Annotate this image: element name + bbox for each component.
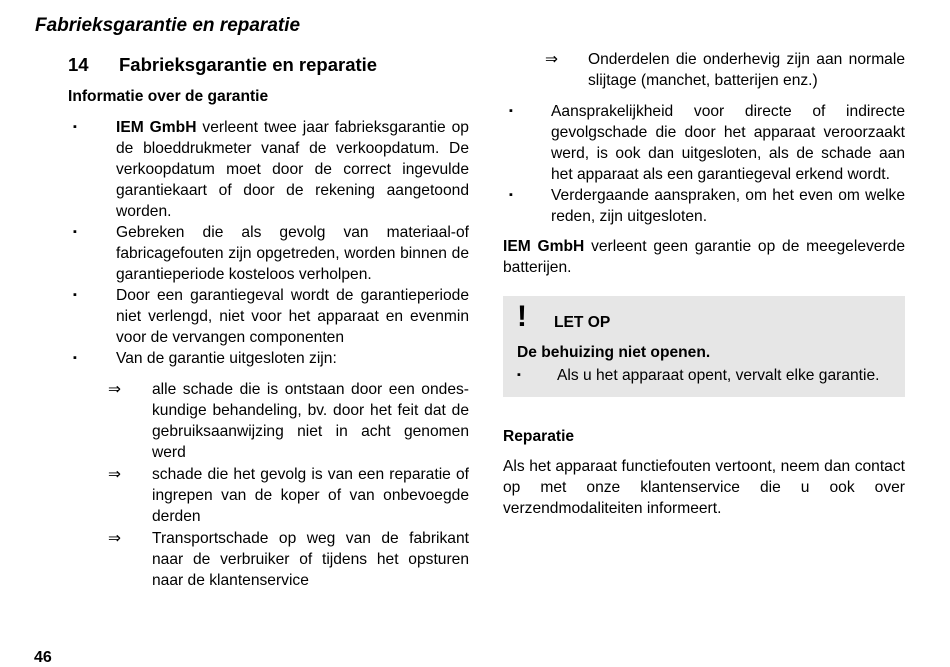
exclusion-list bbox=[68, 379, 469, 591]
liability-bullet-list bbox=[503, 101, 905, 227]
exclusion-text: alle schade die is ontstaan door een ondeskundige behandeling, bv. door het feit dat de gebruiksaanwijzing niet in acht genomen werd bbox=[152, 381, 469, 461]
arrow-icon: ⇒ bbox=[108, 381, 122, 398]
warning-title: LET OP bbox=[554, 314, 611, 331]
warning-header bbox=[517, 300, 891, 338]
bullet-text: verleent twee jaar fabrieksgarantie op de bloeddrukmeter vanaf de verkoopdatum. De verkoopdatum moet door de correct ingevulde garantiekaart of door de rekening aangetoond worden. bbox=[116, 119, 469, 220]
section-title-text: Fabrieksgarantie en reparatie bbox=[119, 54, 378, 75]
section-number: 14 bbox=[68, 54, 89, 75]
bullet-marker: ▪ bbox=[73, 352, 77, 364]
bullet-text: Door een garantiegeval wordt de garantieperiode niet verlengd, niet voor het apparaat en evenmin voor de vervangen componenten bbox=[116, 287, 469, 346]
section-title bbox=[68, 53, 469, 77]
warning-box bbox=[503, 296, 905, 397]
battery-note-text: verleent geen garantie op de meegeleverde batterijen. bbox=[503, 238, 906, 276]
company-name: IEM GmbH bbox=[116, 119, 197, 136]
warning-bullet-list bbox=[517, 365, 891, 386]
exclusion-list-continued bbox=[503, 49, 905, 91]
warranty-info-heading: Informatie over de garantie bbox=[68, 88, 269, 105]
list-item bbox=[68, 222, 469, 285]
exclusion-text: Transportschade op weg van de fabrikant naar de verbruiker of tijdens het opsturen naar de klantenservice bbox=[152, 530, 469, 589]
page-header: Fabrieksgarantie en reparatie bbox=[35, 15, 301, 36]
repair-heading: Reparatie bbox=[503, 428, 575, 445]
bullet-text: Verdergaande aanspraken, om het even om welke reden, zijn uitgesloten. bbox=[551, 187, 905, 225]
list-item bbox=[503, 185, 905, 227]
arrow-icon: ⇒ bbox=[108, 466, 122, 483]
list-item bbox=[68, 379, 469, 463]
left-column bbox=[68, 53, 469, 592]
bullet-marker: ▪ bbox=[509, 189, 513, 201]
warning-text: Als u het apparaat opent, vervalt elke garantie. bbox=[557, 367, 880, 384]
bullet-marker: ▪ bbox=[73, 226, 77, 238]
bullet-text: Van de garantie uitgesloten zijn: bbox=[116, 350, 337, 367]
list-item bbox=[68, 117, 469, 222]
repair-text: Als het apparaat functiefouten vertoont, neem dan contact op met onze klantenservice die u ook over verzendmodaliteiten informeert. bbox=[503, 458, 905, 517]
page-number: 46 bbox=[34, 649, 52, 666]
list-item bbox=[68, 348, 469, 369]
exclamation-icon: ! bbox=[517, 300, 527, 333]
bullet-text: Gebreken die als gevolg van materiaal-of fabricagefouten zijn opgetreden, worden binnen de garantieperiode kosteloos verholpen. bbox=[116, 224, 469, 283]
bullet-marker: ▪ bbox=[73, 289, 77, 301]
exclusion-text: Onderdelen die onderhevig zijn aan normale slijtage (manchet, batterijen enz.) bbox=[588, 51, 905, 89]
bullet-text: Aansprakelijkheid voor directe of indirecte gevolgschade die door het apparaat veroorzaakt werd, is ook dan uitgesloten, als de schade aan het apparaat als een garantiegeval erkend wordt. bbox=[551, 103, 905, 183]
list-item bbox=[68, 464, 469, 527]
bullet-marker: ▪ bbox=[517, 369, 521, 381]
list-item bbox=[503, 49, 905, 91]
list-item bbox=[503, 101, 905, 185]
exclusion-text: schade die het gevolg is van een reparatie of ingrepen van de koper of van onbevoegde derden bbox=[152, 466, 469, 525]
right-column bbox=[503, 49, 905, 519]
bullet-marker: ▪ bbox=[73, 121, 77, 133]
battery-note bbox=[503, 236, 905, 278]
warranty-bullet-list bbox=[68, 117, 469, 369]
list-item bbox=[68, 285, 469, 348]
list-item bbox=[517, 365, 891, 386]
arrow-icon: ⇒ bbox=[545, 51, 559, 68]
company-name: IEM GmbH bbox=[503, 238, 585, 255]
arrow-icon: ⇒ bbox=[108, 530, 122, 547]
list-item bbox=[68, 528, 469, 591]
bullet-marker: ▪ bbox=[509, 105, 513, 117]
warning-subtitle: De behuizing niet openen. bbox=[517, 344, 711, 361]
